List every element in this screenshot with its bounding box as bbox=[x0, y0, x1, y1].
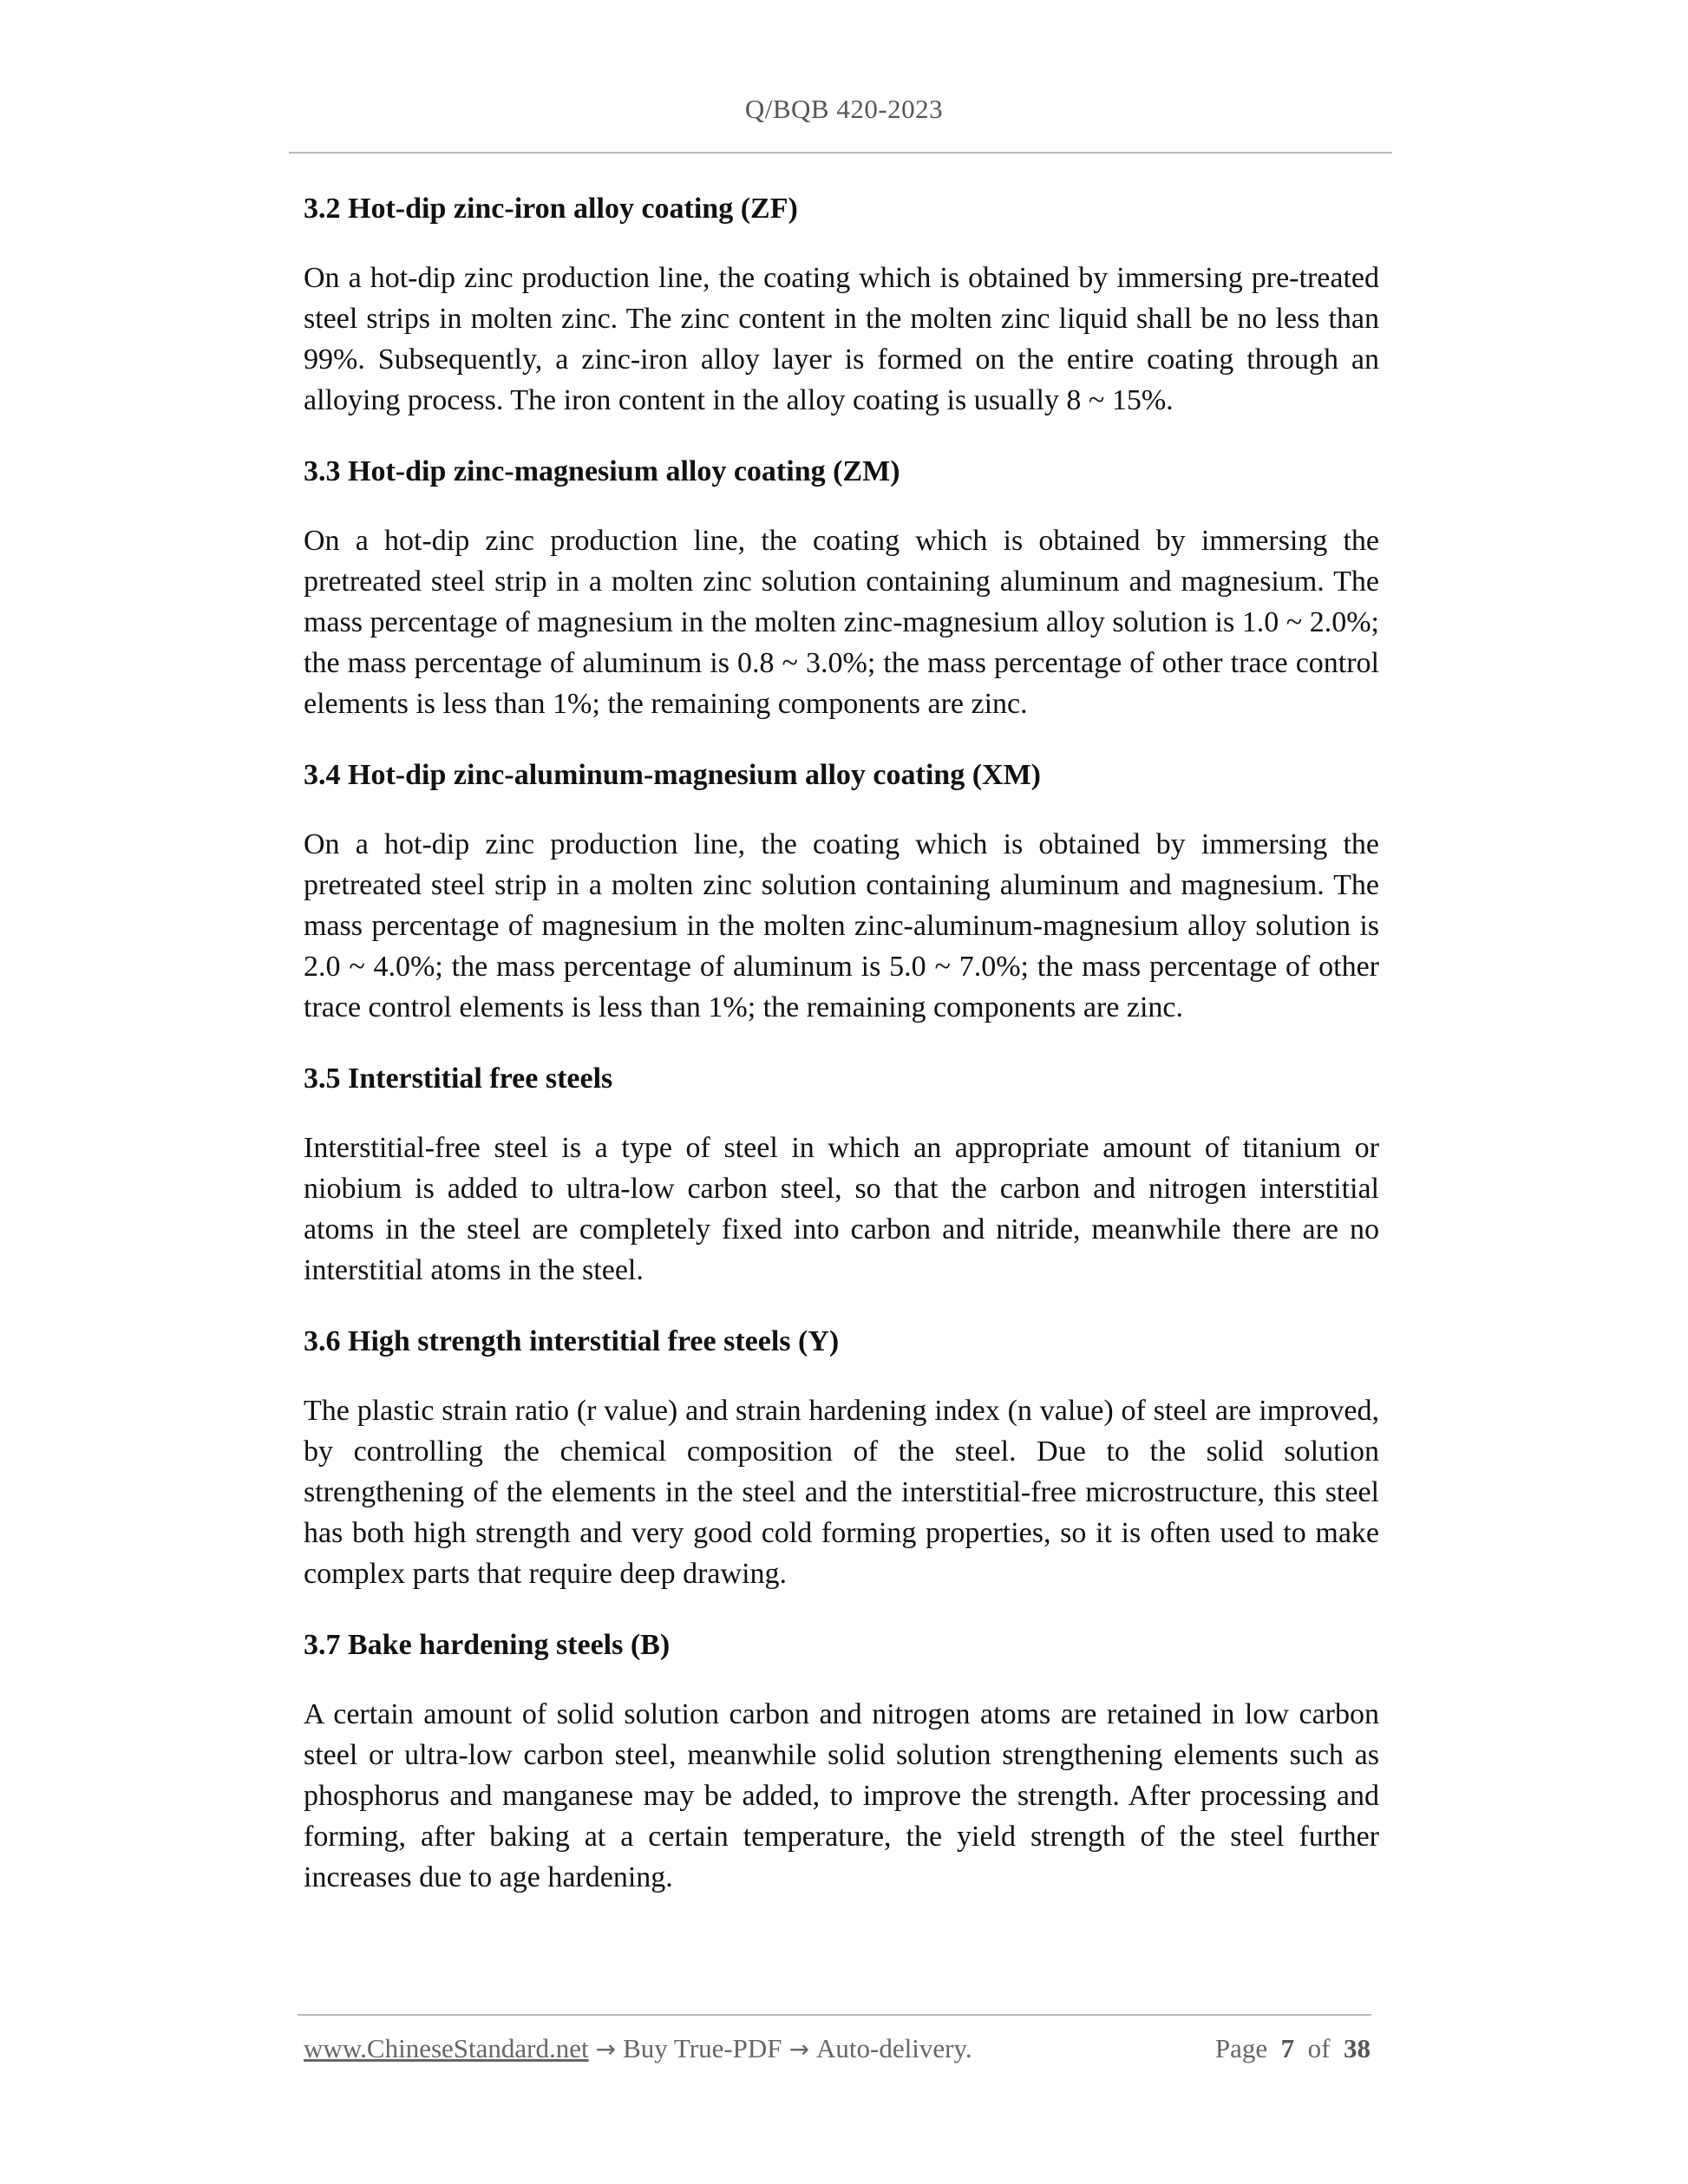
section-heading: 3.4 Hot-dip zinc-aluminum-magnesium alloy coating (XM) bbox=[304, 759, 1041, 791]
footer-promo bbox=[304, 2033, 972, 2064]
section-3-6 bbox=[304, 1318, 1379, 1594]
total-page-number: 38 bbox=[1344, 2033, 1371, 2063]
section-paragraph: Interstitial-free steel is a type of steel in which an appropriate amount of titanium or niobium is added to ultra-low carbon steel, so that the carbon and nitrogen interstitial atoms in the steel are completely fixed into carbon and nitride, meanwhile there are no interstitial atoms in the steel. bbox=[304, 1132, 1379, 1286]
section-3-7 bbox=[304, 1622, 1379, 1898]
section-heading: 3.3 Hot-dip zinc-magnesium alloy coating (ZM) bbox=[304, 455, 900, 487]
footer-divider bbox=[298, 2014, 1371, 2016]
auto-delivery-text: Auto-delivery. bbox=[816, 2033, 972, 2063]
header-divider bbox=[289, 152, 1392, 154]
arrow-right-icon: → bbox=[788, 2035, 810, 2063]
section-heading: 3.2 Hot-dip zinc-iron alloy coating (ZF) bbox=[304, 193, 798, 225]
site-link[interactable]: www.ChineseStandard.net bbox=[304, 2033, 589, 2063]
section-3-2 bbox=[304, 186, 1379, 421]
section-paragraph: A certain amount of solid solution carbon and nitrogen atoms are retained in low carbon steel or ultra-low carbon steel, meanwhile solid solution strengthening elements such as phosphorus and manganese may be added, to improve the strength. After processing and forming, after baking at a certain temperature, the yield strength of the steel further increases due to age hardening. bbox=[304, 1698, 1379, 1893]
section-3-5 bbox=[304, 1056, 1379, 1291]
section-heading: 3.6 High strength interstitial free steels (Y) bbox=[304, 1325, 840, 1357]
current-page-number: 7 bbox=[1280, 2033, 1295, 2063]
of-label: of bbox=[1307, 2033, 1331, 2063]
buy-pdf-text: Buy True-PDF bbox=[623, 2033, 782, 2063]
document-code-header: Q/BQB 420-2023 bbox=[744, 94, 944, 124]
section-3-3 bbox=[304, 448, 1379, 724]
page-number-indicator bbox=[1215, 2033, 1371, 2064]
page-footer bbox=[304, 2033, 1371, 2075]
section-3-4 bbox=[304, 752, 1379, 1028]
arrow-right-icon: → bbox=[595, 2035, 617, 2063]
section-heading: 3.5 Interstitial free steels bbox=[304, 1063, 613, 1095]
section-heading: 3.7 Bake hardening steels (B) bbox=[304, 1629, 671, 1661]
section-paragraph: On a hot-dip zinc production line, the coating which is obtained by immersing the pretreated steel strip in a molten zinc solution containing aluminum and magnesium. The mass percentage of magnesium in the molten zinc-magnesium alloy solution is 1.0 ~ 2.0%; the mass percentage of aluminum is 0.8 ~ 3.0%; the mass percentage of other trace control elements is less than 1%; the remaining components are zinc. bbox=[304, 525, 1379, 720]
section-paragraph: On a hot-dip zinc production line, the coating which is obtained by immersing pre-treated steel strips in molten zinc. The zinc content in the molten zinc liquid shall be no less than 99%. Subsequently, a zinc-iron alloy layer is formed on the entire coating through an alloying process. The iron content in the alloy coating is usually 8 ~ 15%. bbox=[304, 262, 1379, 416]
document-body bbox=[304, 186, 1379, 1926]
page-label: Page bbox=[1214, 2033, 1268, 2063]
section-paragraph: The plastic strain ratio (r value) and strain hardening index (n value) of steel are improved, by controlling the chemical composition of the steel. Due to the solid solution strengthening of the elements in the steel and the interstitial-free microstructure, this steel has both high strength and very good cold forming properties, so it is often used to make complex parts that require deep drawing. bbox=[304, 1395, 1379, 1590]
section-paragraph: On a hot-dip zinc production line, the coating which is obtained by immersing the pretreated steel strip in a molten zinc solution containing aluminum and magnesium. The mass percentage of magnesium in the molten zinc-aluminum-magnesium alloy solution is 2.0 ~ 4.0%; the mass percentage of aluminum is 5.0 ~ 7.0%; the mass percentage of other trace control elements is less than 1%; the remaining components are zinc. bbox=[304, 828, 1379, 1023]
